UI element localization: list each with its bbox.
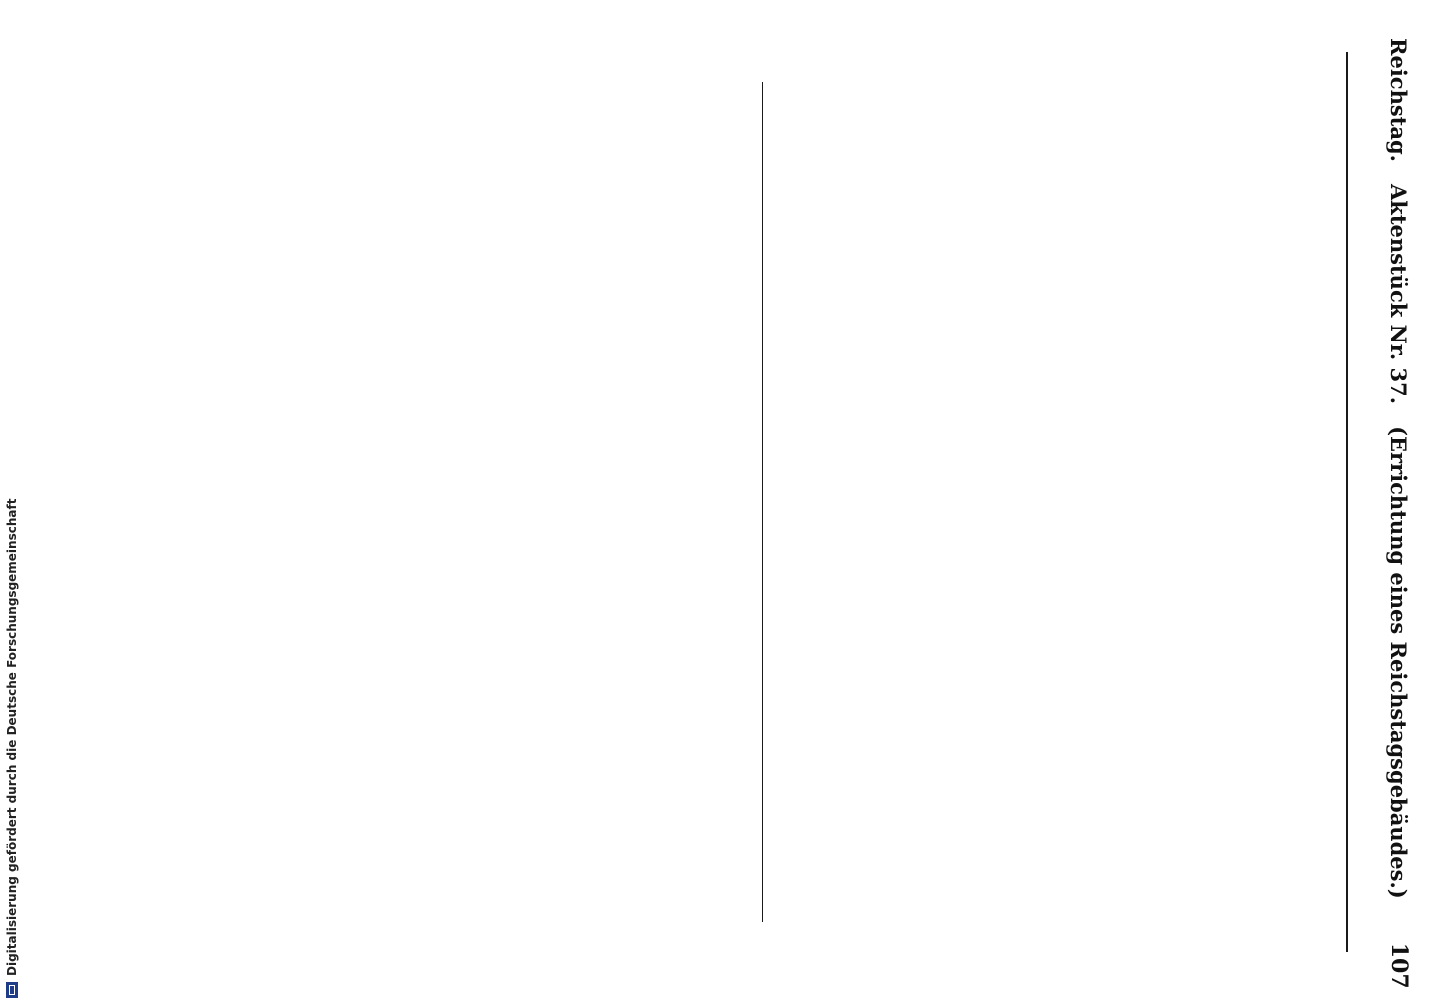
page-header xyxy=(1383,38,1415,989)
header-rule xyxy=(1346,52,1348,952)
digitization-note xyxy=(4,8,20,998)
document-label: Aktenstück Nr. 37. xyxy=(1386,183,1412,405)
column-gutter-rule xyxy=(762,82,763,922)
text-column-right xyxy=(775,60,1335,960)
page-number: 107 xyxy=(1386,942,1412,989)
dfg-logo-icon xyxy=(6,982,18,998)
digitization-note-text: Digitalisierung gefördert durch die Deutsche Forschungsgemeinschaft xyxy=(5,498,19,976)
text-column-left xyxy=(100,60,750,960)
document-subject: (Errichtung eines Reichstagsgebäudes.) xyxy=(1386,426,1412,899)
section-title: Reichstag. xyxy=(1386,38,1412,162)
